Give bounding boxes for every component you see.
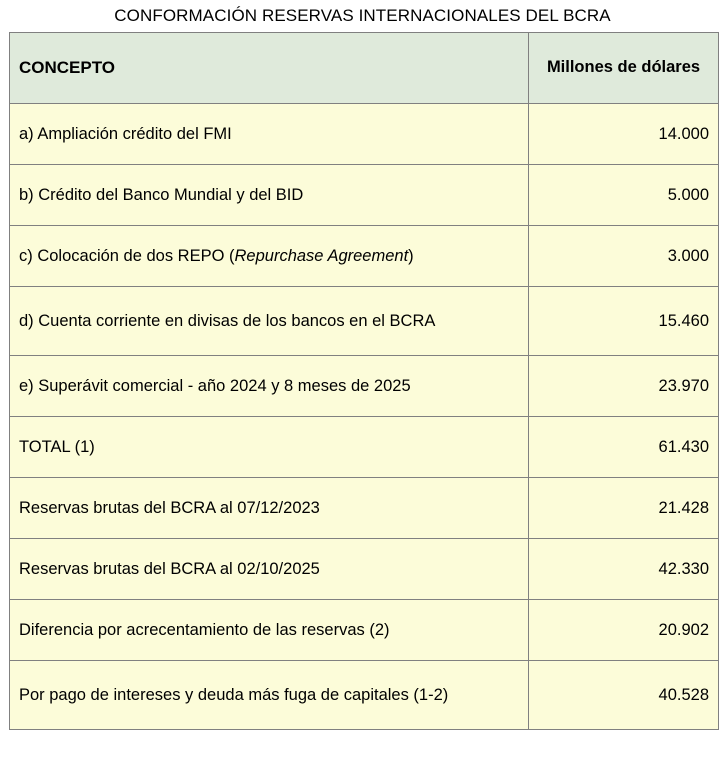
row-label (10, 226, 529, 287)
table-row (10, 165, 719, 226)
reservas-table (9, 32, 719, 730)
table-row (10, 600, 719, 661)
table-header-row (10, 33, 719, 104)
row-label-text: c) Colocación de dos REPO ( (19, 246, 235, 265)
table-row (10, 104, 719, 165)
row-label-text-end: ) (408, 246, 414, 265)
row-label: Reservas brutas del BCRA al 02/10/2025 (10, 539, 529, 600)
table-row (10, 539, 719, 600)
table-row (10, 356, 719, 417)
row-label-italic: Repurchase Agreement (234, 246, 409, 265)
row-value: 23.970 (529, 356, 719, 417)
table-body (10, 104, 719, 730)
table-row (10, 661, 719, 730)
page-title: CONFORMACIÓN RESERVAS INTERNACIONALES DEL BCRA (114, 6, 611, 25)
row-value: 3.000 (529, 226, 719, 287)
row-value: 20.902 (529, 600, 719, 661)
table-row (10, 226, 719, 287)
row-value: 14.000 (529, 104, 719, 165)
row-label: e) Superávit comercial - año 2024 y 8 meses de 2025 (10, 356, 529, 417)
row-label: a) Ampliación crédito del FMI (10, 104, 529, 165)
row-label: Por pago de intereses y deuda más fuga de capitales (1-2) (10, 661, 529, 730)
row-value: 21.428 (529, 478, 719, 539)
row-label: d) Cuenta corriente en divisas de los bancos en el BCRA (10, 287, 529, 356)
table-header (10, 33, 719, 104)
row-value: 61.430 (529, 417, 719, 478)
row-value: 40.528 (529, 661, 719, 730)
column-header-concepto: CONCEPTO (10, 33, 529, 104)
table-row (10, 478, 719, 539)
row-label: Reservas brutas del BCRA al 07/12/2023 (10, 478, 529, 539)
table-row (10, 287, 719, 356)
row-label: TOTAL (1) (10, 417, 529, 478)
row-label: Diferencia por acrecentamiento de las reservas (2) (10, 600, 529, 661)
row-value: 42.330 (529, 539, 719, 600)
row-value: 15.460 (529, 287, 719, 356)
column-header-valor: Millones de dólares (529, 33, 719, 104)
table-row-total (10, 417, 719, 478)
row-label: b) Crédito del Banco Mundial y del BID (10, 165, 529, 226)
row-value: 5.000 (529, 165, 719, 226)
